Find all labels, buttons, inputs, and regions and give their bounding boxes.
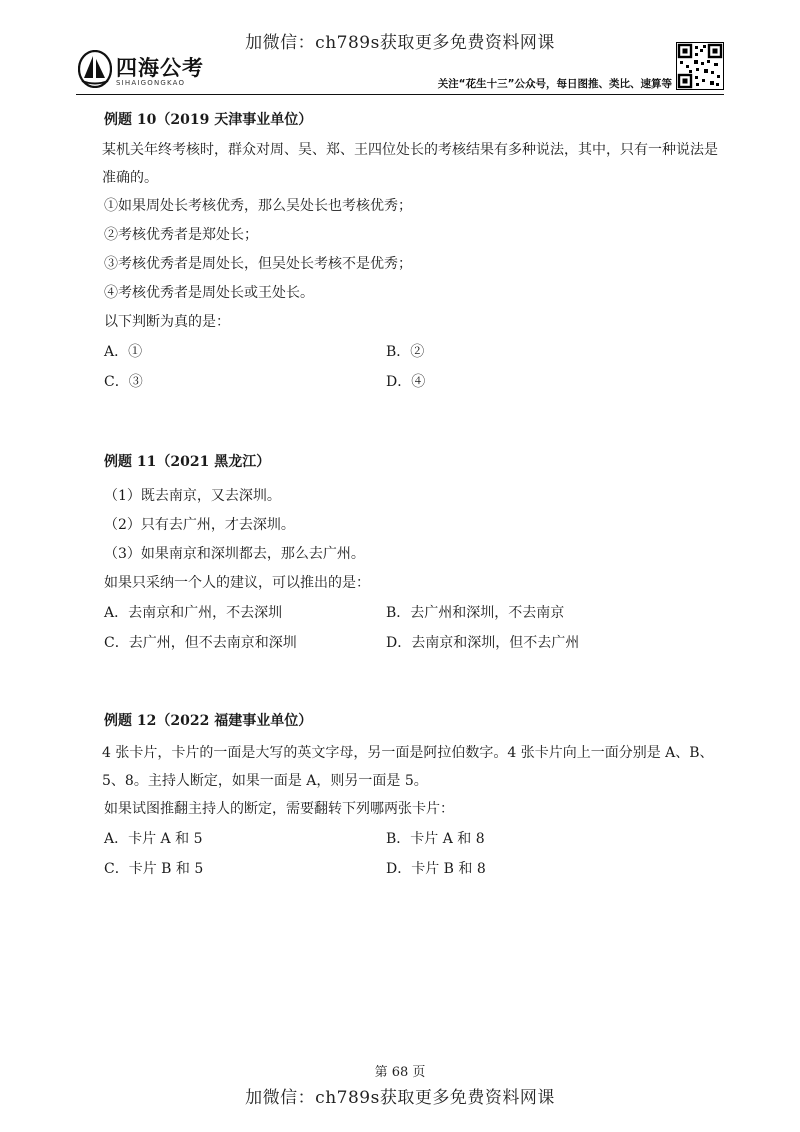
question-12 (104, 711, 724, 884)
logo-subtext: SIHAIGONGKAO (116, 79, 186, 87)
option-d: D．卡片 B 和 8 (386, 861, 486, 877)
watermark-bottom: 加微信：ch789s获取更多免费资料网课 (245, 1088, 555, 1108)
page-content (104, 110, 724, 884)
question-title: 例题 10（2019 天津事业单位） (104, 112, 313, 128)
statement: ④考核优秀者是周处长或王处长。 (104, 285, 314, 301)
question-prompt: 如果只采纳一个人的建议，可以推出的是： (104, 575, 370, 591)
options (104, 824, 724, 884)
logo (76, 46, 236, 92)
option-a: A．卡片 A 和 5 (104, 831, 203, 847)
question-stem: 某机关年终考核时，群众对周、吴、郑、王四位处长的考核结果有多种说法，其中，只有一种说法是准确的。 (102, 142, 718, 186)
option-a: A．去南京和广州，不去深圳 (104, 605, 283, 621)
option-c: C．③ (104, 374, 143, 390)
watermark-top: 加微信：ch789s获取更多免费资料网课 (245, 33, 555, 53)
option-c: C．去广州，但不去南京和深圳 (104, 635, 297, 651)
statement: （3）如果南京和深圳都去，那么去广州。 (104, 546, 365, 562)
logo-text: 四海公考 (116, 56, 204, 80)
question-title: 例题 11（2021 黑龙江） (104, 454, 271, 470)
option-c: C．卡片 B 和 5 (104, 861, 204, 877)
question-title: 例题 12（2022 福建事业单位） (104, 713, 313, 729)
options (104, 337, 724, 397)
statement: ①如果周处长考核优秀，那么吴处长也考核优秀； (104, 198, 412, 214)
option-b: B．卡片 A 和 8 (386, 831, 485, 847)
statement: ③考核优秀者是周处长，但吴处长考核不是优秀； (104, 256, 412, 272)
option-b: B．去广州和深圳，不去南京 (386, 605, 565, 621)
question-10 (104, 110, 724, 397)
spacer (104, 397, 724, 452)
header-divider (76, 94, 724, 95)
sailboat-logo-icon (78, 50, 112, 88)
option-b: B．② (386, 344, 425, 360)
page-header (76, 42, 724, 94)
statement: （2）只有去广州，才去深圳。 (104, 517, 295, 533)
option-d: D．去南京和深圳，但不去广州 (386, 635, 580, 651)
statement: （1）既去南京，又去深圳。 (104, 488, 281, 504)
option-a: A．① (104, 344, 143, 360)
qr-code-icon (676, 42, 724, 90)
page-number: 第 68 页 (374, 1065, 426, 1080)
question-11 (104, 452, 724, 658)
option-d: D．④ (386, 374, 426, 390)
question-prompt: 以下判断为真的是： (104, 314, 230, 330)
statement: ②考核优秀者是郑处长； (104, 227, 258, 243)
question-prompt: 如果试图推翻主持人的断定，需要翻转下列哪两张卡片： (104, 801, 454, 817)
options (104, 598, 724, 658)
question-stem: 4 张卡片，卡片的一面是大写的英文字母，另一面是阿拉伯数字。4 张卡片向上一面分别是 A、B、5、8。主持人断定，如果一面是 A，则另一面是 5。 (102, 745, 714, 789)
spacer (104, 658, 724, 711)
header-slogan: 关注“花生十三”公众号，每日图推、类比、速算等 (437, 78, 672, 90)
